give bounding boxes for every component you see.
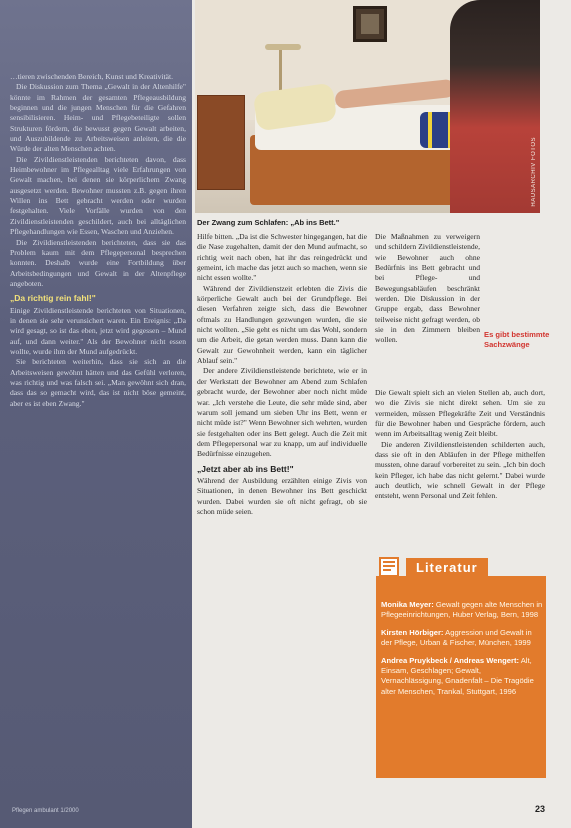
literature-item (381, 656, 543, 698)
page-number: 23 (534, 804, 545, 814)
footer-publication: Pflegen ambulant 1/2000 (12, 808, 79, 814)
paragraph: Die Gewalt spielt sich an vielen Stellen ab, auch dort, wo die Zivis sie nicht direkt sehen. Um sie zu vermeiden, müssen Pflegekräfte Zeit und Verständnis für die Bewohner haben und Gespräche fördern, auch wenn im Arbeitsalltag wenig Zeit bleibt. (375, 388, 545, 439)
literature-text: Gewalt gegen alte Menschen in Pflegeeinrichtungen, Huber Verlag, Bern, 1998 (381, 600, 543, 620)
article-column-3-lower (375, 388, 545, 502)
literature-title: Literatur (406, 558, 488, 577)
paragraph: Der andere Zivildienstleistende berichtete, wie er in der Werkstatt der Bewohner am Abend zum Schlafen gebracht wurde, der Bewohner aber noch nicht müde war. „Ich verstehe die Leute, die sehr müde sind, aber warum soll jemand um sieben Uhr ins Bett, wenn er nicht müde ist?" Wenn Bewohner sich wehrten, wurden sie festgehalten oder ins Bett gelegt. Auch die Zeit mit dem Pflegepersonal war zu knapp, um auf individuelle Bedürfnisse einzugehen. (197, 366, 367, 459)
paragraph: Sie berichteten weiterhin, dass sie sich an die Arbeitsweisen gewöhnt hätten und das Gefühl verloren, was richtig und was falsch sei. „Man gewöhnt sich dran, dass das so gemacht wird, das ist nicht böse gemeint, aber es ist eben Zwang." (10, 357, 186, 408)
paragraph: Während der Zivildienstzeit erlebten die Zivis die körperliche Gewalt auch bei der Grundpflege. Bei diesen Verfahren zeigte sich, dass die Bewohner oftmals zu Handlungen gezwungen wurden, die sie nicht wollten. „Sie geht es nicht um das Wohl, sondern um die Arbeit, die getan werden muss. Dann kann die Gewalt zur Gewohnheit werden, kann ein täglicher Ablauf sein." (197, 283, 367, 366)
paragraph: Die anderen Zivildienstleistenden schilderten auch, dass sie oft in den Abläufen in der Pflege mithelfen mussten, ohne darauf vorbereitet zu sein. „Ich bin doch kein Pfleger, ich habe das nicht gelernt." Dabei wurde auch deutlich, wie schnell Gewalt in der Pflege entsteht, wenn Personal und Zeit fehlen. (375, 439, 545, 501)
photo-caption: Der Zwang zum Schlafen: „Ab ins Bett." (197, 218, 340, 227)
section-heading: „Da richtig rein fahl!" (10, 293, 96, 304)
paragraph: …tieren zwischenden Bereich, Kunst und Kreativität. (10, 72, 174, 81)
article-column-1 (10, 72, 186, 409)
literature-list (381, 600, 543, 704)
literature-author: Monika Meyer: (381, 600, 434, 609)
picture-frame-icon (353, 6, 387, 42)
paragraph: Die Diskussion zum Thema „Gewalt in der Altenhilfe" könnte im Rahmen der gesamten Pflegeausbildung beginnen und die jungen Menschen für die Gefahren sensibilisieren. Heim- und Pflegebeteiligte sollen Strukturen fördern, die bewusst gegen Gewalt arbeiten, und Auszubildende zu Arbeitsweisen anleiten, die die Würde der alten Menschen achten. (10, 82, 186, 154)
article-column-2 (197, 232, 367, 517)
paragraph: Die Zivildienstleistenden berichteten davon, dass Heimbewohner im Pflegealltag viele Erfahrungen von Gewalt machen, bei denen sie körperlichem Zwang ausgesetzt werden. Bewohner mussten z.B. gegen ihren Willen ins Bett gebracht werden oder wurden festgehalten. Viele Vorfälle wurden von den Zivildienstleistenden geschildert, auch bei alltäglichen Pflegehandlungen wie Essen, Waschen und Anziehen. (10, 154, 186, 237)
paragraph: Während der Ausbildung erzählten einige Zivis von Situationen, in denen Bewohner ins Bett geschickt wurden. Dabei wurden sie oft nicht gefragt, ob sie schon müde seien. (197, 475, 367, 516)
literature-author: Kirsten Hörbiger: (381, 627, 444, 637)
photo-credit: HAUSARCHIV FOTOS (531, 137, 537, 207)
literature-header (376, 556, 546, 578)
paragraph: Hilfe bitten. „Da ist die Schwester hingegangen, hat die die Nase zugehalten, damit der den Mund aufmacht, so richtig weit nach oben, hat ihr das reingedrückt und gemeint, ich mache das jetzt auch so machen, wenn sie nicht essen wollte." (197, 232, 367, 283)
paragraph: Einige Zivildienstleistende berichteten von Situationen, in denen sie sehr verunsichert waren. Ein Ereignis: „Da wird gesagt, so ist das eben, jetzt wird gegessen – Mund auf, und dann weiter." Als der Bewohner nicht essen wollte, wurde ihm der Mund aufgedrückt. (10, 305, 186, 356)
paragraph: Die Zivildienstleistenden berichteten, dass sie das Problem kaum mit dem Pflegepersonal besprechen konnten. Deshalb wurde eine Fortbildung über Arbeitsbedingungen und Gewalt in der Altenpflege angeboten. (10, 237, 186, 288)
article-column-3 (375, 232, 480, 346)
literature-text: Alt, Einsam, Geschlagen; Gewalt, Vernachlässigung, Gnadenfalt – Die Tragödie alter Menschen, Trankal, Stuttgart, 1996 (381, 655, 534, 696)
paragraph: Die Maßnahmen zu verweigern und schildern Zivildienstleistende, wie Bewohner auch ohne Bedürfnis ins Bett gebracht und bei Pflege- und Bewegungsabläufen beschränkt werden. Die Diskussion in der Gruppe ergab, dass Bewohner teilweise nicht gefragt werden, ob sie in den Zimmern bleiben wollen. (375, 232, 480, 345)
article-photo (195, 0, 540, 213)
literature-author: Andrea Pruykbeck / Andreas Wengert: (381, 655, 519, 665)
literature-item (381, 628, 543, 649)
pull-quote: Es gibt bestimmte Sachzwänge (484, 330, 550, 349)
literature-item (381, 600, 543, 621)
section-heading: „Jetzt aber ab ins Bett!" (197, 463, 294, 474)
literature-text: Aggression und Gewalt in der Pflege, Urban & Fischer, München, 1999 (381, 627, 532, 648)
